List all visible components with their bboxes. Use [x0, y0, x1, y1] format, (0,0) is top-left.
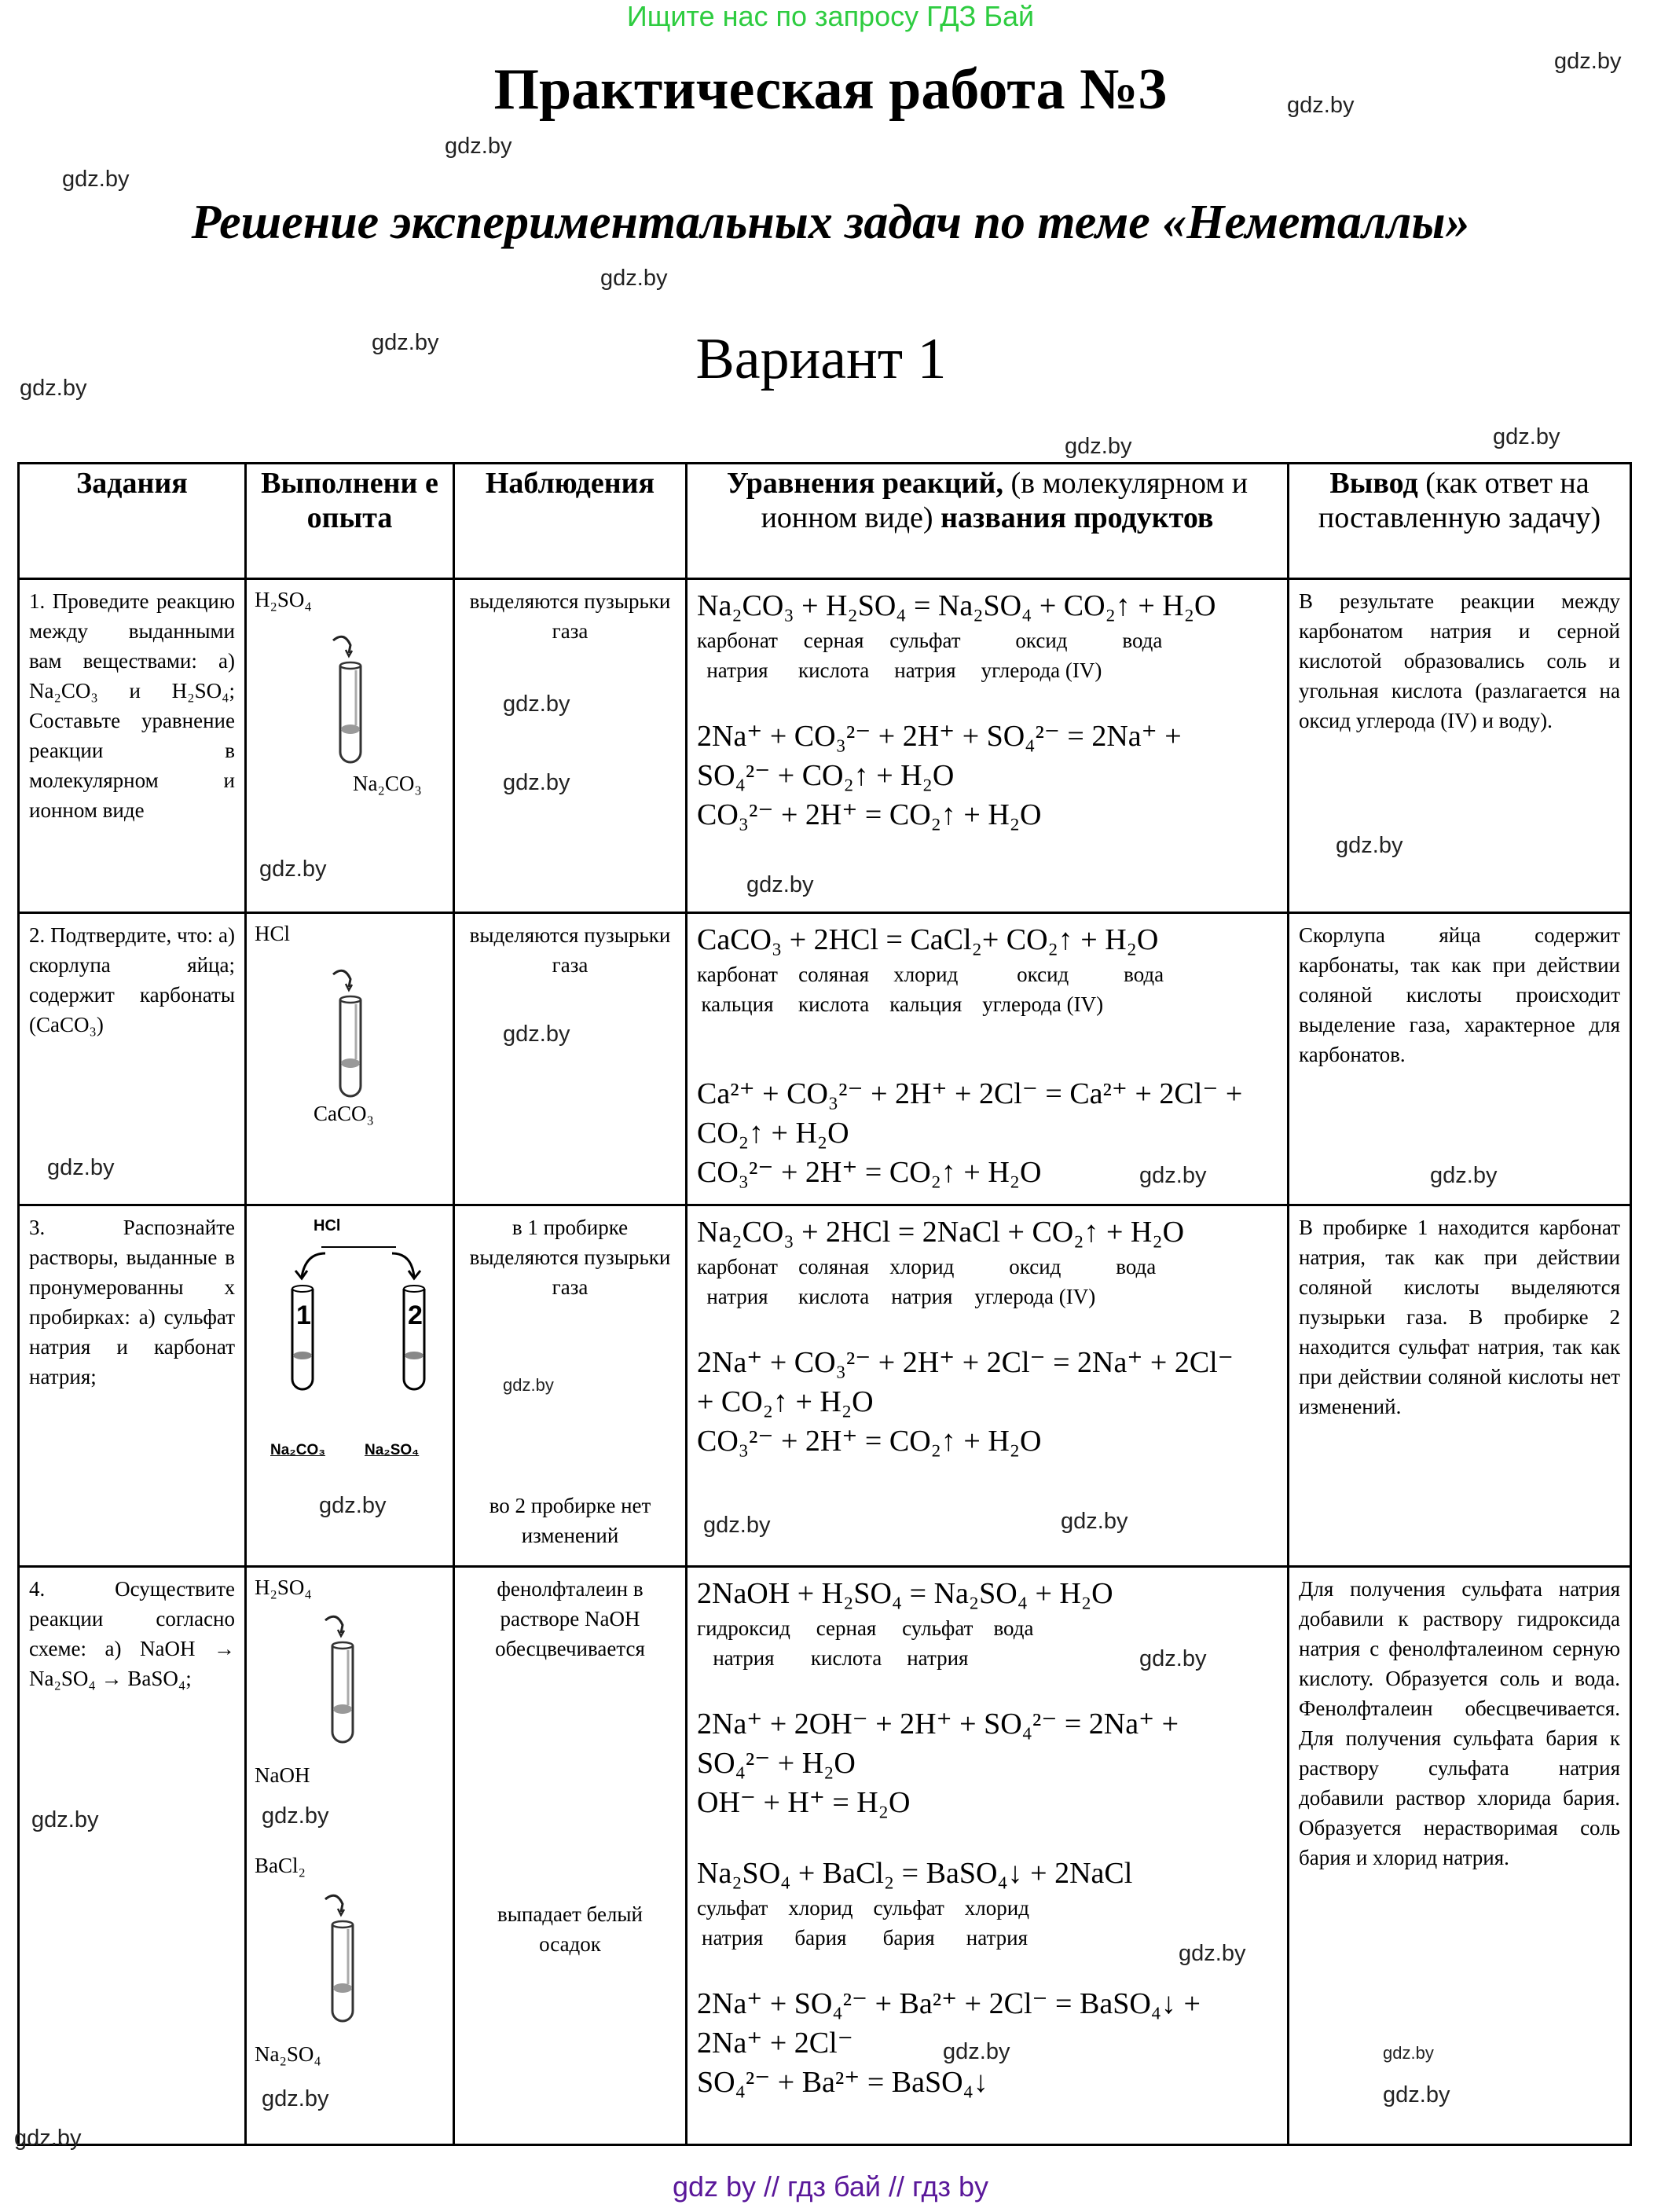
header-tasks [19, 464, 246, 579]
name-line: углерода (IV) [981, 658, 1102, 682]
name-line: сульфат [889, 629, 961, 652]
equation-line: Ca²⁺ + CO₃²⁻ + 2H⁺ + 2Cl⁻ = Ca²⁺ + 2Cl⁻ + [697, 1077, 1243, 1110]
test-tube-diagram [325, 965, 388, 1106]
product-name [697, 1252, 778, 1311]
watermark-text: gdz.by [703, 1513, 771, 1538]
task-cell: 2. Подтвердите, что: а) скорлупа яйца; содержит карбонаты (CaCO₃) [19, 913, 246, 1205]
name-line: кислота [810, 1646, 882, 1670]
name-line: сульфат [902, 1616, 974, 1640]
name-line: натрия [907, 1646, 969, 1670]
product-name [798, 1252, 869, 1311]
product-names [697, 1252, 1278, 1311]
equation-line: SO₄²⁻ + H₂O [697, 1747, 856, 1780]
product-name [981, 625, 1102, 685]
product-names [697, 625, 1278, 685]
product-names [697, 959, 1278, 1019]
equation-line: Na₂CO₃ + H₂SO₄ = Na₂SO₄ + CO₂↑ + H₂O [697, 589, 1216, 622]
header-observations [454, 464, 687, 579]
name-line: натрия [966, 1926, 1028, 1950]
table-header-row [19, 464, 1631, 579]
test-tube-diagram [325, 631, 388, 772]
name-line: карбонат [697, 1255, 778, 1278]
reagent-label: 1 [296, 1300, 311, 1330]
reagent-label: Na₂CO₃ [270, 1442, 326, 1458]
product-name [697, 1613, 790, 1673]
name-line: сульфат [697, 1896, 768, 1920]
name-line: кальция [889, 992, 962, 1016]
watermark-text: gdz.by [1139, 1163, 1207, 1188]
name-line: оксид [1009, 1255, 1062, 1278]
header-experiment-label: Выполнени е опыта [261, 467, 438, 534]
header-conclusion-bold: Вывод [1329, 467, 1418, 500]
equation-line: Na₂SO₄ + BaCl₂ = BaSO₄↓ + 2NaCl [697, 1857, 1133, 1890]
reagent-label: 2 [408, 1300, 423, 1330]
watermark-text: gdz.by [1554, 49, 1622, 74]
name-line: бария [882, 1926, 935, 1950]
equation-line: CaCO₃ + 2HCl = CaCl₂+ CO₂↑ + H₂O [697, 923, 1159, 956]
equation-line: 2Na⁺ + CO₃²⁻ + 2H⁺ + SO₄²⁻ = 2Na⁺ + [697, 720, 1182, 753]
equation-line: 2Na⁺ + 2Cl⁻ [697, 2027, 853, 2060]
name-line: углерода (IV) [982, 992, 1104, 1016]
equations-cell [687, 1205, 1289, 1567]
name-line: кальция [701, 992, 774, 1016]
test-tube-diagram [317, 1890, 380, 2031]
reagent-label: Na₂SO₄ [255, 2042, 321, 2066]
observation-text: выпадает белый осадок [497, 1902, 643, 1956]
watermark-text: gdz.by [600, 266, 668, 291]
reagent-label: HCl [255, 922, 291, 945]
page-subtitle: Решение экспериментальных задач по теме «Неметаллы» [191, 196, 1470, 249]
watermark-text: gdz.by [1061, 1509, 1128, 1534]
header-equations-bold2: названия продуктов [940, 501, 1214, 534]
task-cell: 4. Осуществите реакции согласно схеме: а) NaOH → Na₂SO₄ → BaSO₄; [19, 1567, 246, 2145]
product-name [974, 1252, 1095, 1311]
equations-cell [687, 579, 1289, 913]
equation-line: SO₄²⁻ + CO₂↑ + H₂O [697, 759, 955, 792]
name-line: сульфат [873, 1896, 944, 1920]
name-line: серная [816, 1616, 877, 1640]
header-conclusion-normal: (как ответ на поставленную задачу) [1318, 467, 1601, 534]
watermark-text: gdz.by [1336, 833, 1403, 858]
equation-line: OH⁻ + H⁺ = H₂O [697, 1786, 911, 1819]
name-line: хлорид [893, 963, 959, 986]
product-name [811, 1613, 882, 1673]
watermark-text: gdz.by [503, 770, 570, 795]
reagent-label: NaOH [255, 1763, 310, 1787]
product-name [788, 1893, 852, 1953]
name-line: серная [803, 629, 864, 652]
reagent-label: BaCl₂ [255, 1854, 306, 1877]
product-name [798, 959, 869, 1019]
observation-text: фенолфталеин в растворе NaOH обесцвечивается [495, 1577, 645, 1660]
footer-links[interactable]: gdz by // гдз бай // гдз by [672, 2170, 989, 2203]
observation-cell [454, 1205, 687, 1567]
conclusion-cell: Для получения сульфата натрия добавили к раствору гидроксида натрия с фенолфталеином серную кислоту. Образуется соль и вода. Фенолфталеин обесцвечивается. Для получения сульфата бария к раствору сульфата натрия добавили раствор хлорида бария. Образуется нерастворимая соль бария и хлорид натрия. [1289, 1567, 1631, 2145]
watermark-text: gdz.by [1179, 1941, 1246, 1966]
conclusion-cell: В пробирке 1 находится карбонат натрия, так как при действии соляной кислоты выделяются пузырьки газа. В пробирке 2 находится сульфат натрия, так как при действии соляной кислоты нет изменений. [1289, 1205, 1631, 1567]
header-tasks-label: Задания [76, 467, 188, 500]
watermark-text: gdz.by [1493, 424, 1560, 449]
name-line: вода [1122, 629, 1163, 652]
test-tube-icon [333, 970, 361, 1096]
watermark-text: gdz.by [31, 1807, 99, 1832]
reagent-label: H₂SO₄ [255, 588, 312, 611]
watermark-text: gdz.by [319, 1493, 387, 1518]
name-line: бария [794, 1926, 847, 1950]
watermark-text: gdz.by [1383, 2082, 1450, 2107]
equation-block [697, 1212, 1278, 1311]
product-name [889, 959, 962, 1019]
watermark-text: gdz.by [372, 330, 439, 355]
reagent-label: H₂SO₄ [255, 1576, 312, 1599]
watermark-text: gdz.by [1430, 1163, 1498, 1188]
product-name [1124, 959, 1164, 1019]
watermark-text: gdz.by [1139, 1646, 1207, 1671]
reagent-label: Na₂CO₃ [353, 772, 422, 795]
header-experiment [246, 464, 454, 579]
equations-cell [687, 913, 1289, 1205]
product-name [889, 1252, 954, 1311]
test-tube-icon [325, 1616, 353, 1742]
table-row [19, 1205, 1631, 1567]
equation-block [697, 586, 1278, 685]
equation-block [697, 1343, 1278, 1461]
name-line: натрия [706, 1285, 768, 1308]
header-equations-bold: Уравнения реакций, [726, 467, 1003, 500]
equation-block [697, 717, 1278, 835]
observation-text: выделяются пузырьки газа [469, 589, 671, 643]
equation-block [697, 1854, 1278, 1953]
conclusion-cell: В результате реакции между карбонатом натрия и серной кислотой образовались соль и угольная кислота (разлагается на оксид углерода (IV) и воду). [1289, 579, 1631, 913]
equation-line: 2Na⁺ + CO₃²⁻ + 2H⁺ + 2Cl⁻ = 2Na⁺ + 2Cl⁻ [697, 1346, 1234, 1379]
page-title: Практическая работа №3 [493, 57, 1168, 122]
name-line: соляная [798, 1255, 870, 1278]
header-observations-label: Наблюдения [485, 467, 655, 500]
product-name [697, 625, 778, 685]
search-hint-link[interactable]: Ищите нас по запросу ГДЗ Бай [626, 0, 1035, 32]
observation-cell [454, 579, 687, 913]
product-name [965, 1893, 1029, 1953]
equation-line: 2NaOH + H₂SO₄ = Na₂SO₄ + H₂O [697, 1577, 1113, 1610]
watermark-text: gdz.by [1287, 93, 1355, 118]
product-name [993, 1613, 1033, 1673]
name-line: натрия [706, 658, 768, 682]
table-row [19, 913, 1631, 1205]
reagent-label: CaCO₃ [314, 1102, 374, 1125]
observation-cell [454, 913, 687, 1205]
reagent-label: HCl [314, 1217, 341, 1234]
test-tube-diagram [317, 1611, 380, 1752]
watermark-text: gdz.by [503, 691, 570, 717]
header-equations-normal: (в молекулярном и ионном виде) [761, 467, 1248, 534]
watermark-text: gdz.by [47, 1155, 115, 1180]
equation-line: CO₃²⁻ + 2H⁺ = CO₂↑ + H₂O [697, 1425, 1042, 1458]
observation-text: в 1 пробирке выделяются пузырьки газа [469, 1216, 671, 1299]
reagent-label: Na₂SO₄ [365, 1442, 420, 1458]
watermark-text: gdz.by [943, 2039, 1010, 2064]
equation-line: 2Na⁺ + SO₄²⁻ + Ba²⁺ + 2Cl⁻ = BaSO₄↓ + [697, 1987, 1201, 2020]
product-name [902, 1613, 973, 1673]
product-name [1116, 1252, 1156, 1311]
name-line: углерода (IV) [974, 1285, 1096, 1308]
name-line: натрия [713, 1646, 775, 1670]
name-line: оксид [1015, 629, 1068, 652]
product-name [1122, 625, 1162, 685]
header-equations [687, 464, 1289, 579]
equation-line: SO₄²⁻ + Ba²⁺ = BaSO₄↓ [697, 2066, 988, 2099]
name-line: хлорид [788, 1896, 853, 1920]
product-name [697, 1893, 768, 1953]
equation-line: CO₂↑ + H₂O [697, 1117, 849, 1150]
test-tube-icon [325, 1895, 353, 2021]
test-tube-icon [333, 636, 361, 762]
equation-line: CO₃²⁻ + 2H⁺ = CO₂↑ + H₂O [697, 1156, 1042, 1189]
name-line: оксид [1017, 963, 1069, 986]
equation-line: 2Na⁺ + 2OH⁻ + 2H⁺ + SO₄²⁻ = 2Na⁺ + [697, 1708, 1179, 1741]
watermark-text: gdz.by [1383, 2043, 1434, 2063]
product-name [697, 959, 778, 1019]
name-line: кислота [798, 658, 870, 682]
name-line: карбонат [697, 963, 778, 986]
name-line: натрия [702, 1926, 764, 1950]
product-name [873, 1893, 944, 1953]
observation-cell [454, 1567, 687, 2145]
product-name [982, 959, 1103, 1019]
equation-block [697, 1704, 1278, 1822]
task-cell: 1. Проведите реакцию между выданными вам веществами: а) Na₂CO₃ и H₂SO₄; Составьте уравнение реакции в молекулярном и ионном виде [19, 579, 246, 913]
watermark-text: gdz.by [262, 2086, 329, 2111]
watermark-text: gdz.by [746, 872, 814, 897]
name-line: хлорид [889, 1255, 955, 1278]
name-line: кислота [798, 1285, 870, 1308]
watermark-text: gdz.by [62, 167, 130, 192]
task-cell: 3. Распознайте растворы, выданные в пронумерованны х пробирках: а) сульфат натрия и карбонат натрия; [19, 1205, 246, 1567]
watermark-text: gdz.by [445, 134, 512, 159]
experiment-cell [246, 913, 454, 1205]
watermark-text: gdz.by [1065, 434, 1132, 459]
product-name [798, 625, 869, 685]
equation-block [697, 920, 1278, 1019]
name-line: соляная [798, 963, 870, 986]
equation-line: CO₃²⁻ + 2H⁺ = CO₂↑ + H₂O [697, 798, 1042, 831]
conclusion-cell: Скорлупа яйца содержит карбонаты, так как при действии соляной кислоты происходит выделение газа, характерное для карбонатов. [1289, 913, 1631, 1205]
watermark-text: gdz.by [14, 2126, 82, 2151]
name-line: вода [993, 1616, 1034, 1640]
name-line: вода [1116, 1255, 1157, 1278]
name-line: вода [1124, 963, 1164, 986]
observation-text: во 2 пробирке нет изменений [489, 1494, 651, 1547]
equation-line: + CO₂↑ + H₂O [697, 1385, 874, 1418]
watermark-text: gdz.by [259, 857, 327, 882]
header-conclusion [1289, 464, 1631, 579]
name-line: хлорид [964, 1896, 1029, 1920]
name-line: кислота [798, 992, 870, 1016]
name-line: натрия [894, 658, 956, 682]
name-line: карбонат [697, 629, 778, 652]
watermark-text: gdz.by [503, 1022, 570, 1047]
name-line: натрия [891, 1285, 953, 1308]
work-table [17, 462, 1632, 2146]
experiment-cell [246, 1567, 454, 2145]
watermark-text: gdz.by [20, 376, 87, 401]
equation-line: Na₂CO₃ + 2HCl = 2NaCl + CO₂↑ + H₂O [697, 1216, 1185, 1249]
product-name [889, 625, 960, 685]
watermark-text: gdz.by [503, 1375, 554, 1395]
watermark-text: gdz.by [262, 1803, 329, 1829]
variant-heading: Вариант 1 [695, 327, 947, 391]
observation-text: выделяются пузырьки газа [469, 923, 671, 977]
name-line: гидроксид [697, 1616, 790, 1640]
